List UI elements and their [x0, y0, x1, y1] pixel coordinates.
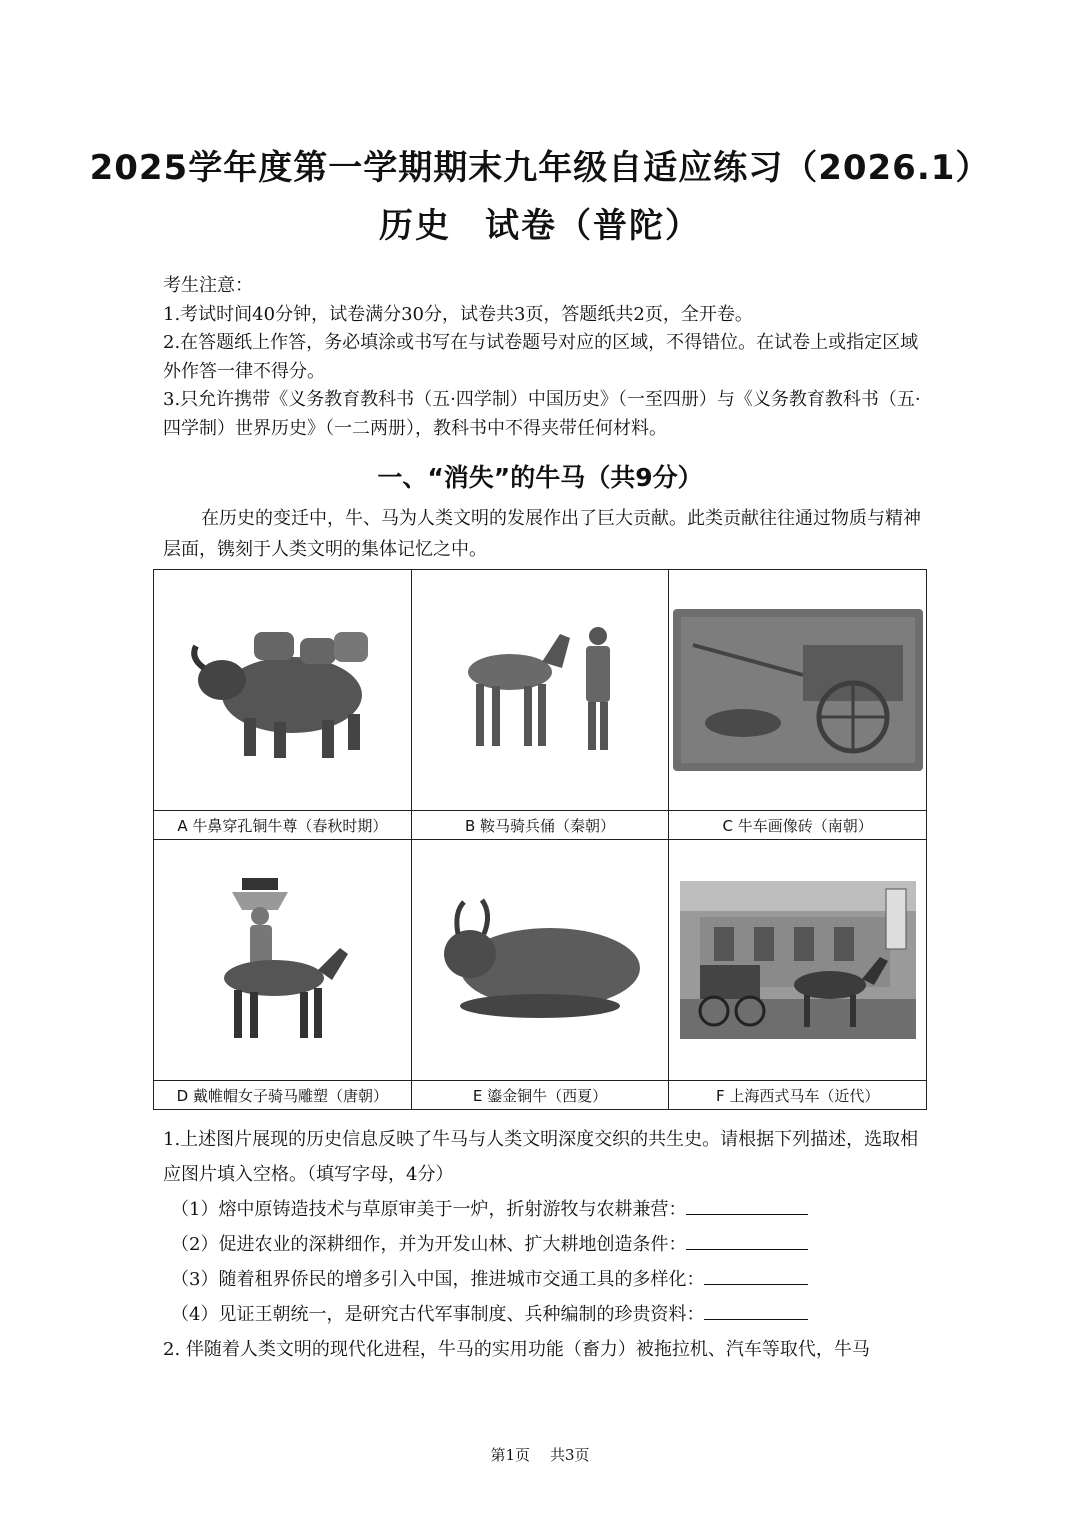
answer-blank[interactable] [704, 1264, 808, 1285]
question-1-item [163, 1227, 923, 1262]
figure-grid [153, 569, 927, 1110]
exam-title: 2025学年度第一学期期末九年级自适应练习（2026.1） [89, 148, 991, 188]
question-text: （4）见证王朝统一，是研究古代军事制度、兵种编制的珍贵资料： [171, 1304, 705, 1325]
question-2-stem: 2. 伴随着人类文明的现代化进程，牛马的实用功能（畜力）被拖拉机、汽车等取代，牛马 [163, 1339, 870, 1360]
bronze-ox-zun-icon [182, 610, 382, 770]
page-footer [0, 1444, 1080, 1465]
terracotta-horse-icon [440, 610, 640, 770]
question-text: （1）熔中原铸造技术与草原审美于一炉，折射游牧与农耕兼营： [171, 1199, 687, 1220]
figure-caption: A 牛鼻穿孔铜牛尊（春秋时期） [154, 811, 412, 840]
figure-cell-c [669, 570, 927, 811]
figure-caption: C 牛车画像砖（南朝） [669, 811, 927, 840]
answer-blank[interactable] [686, 1229, 808, 1250]
figure-caption: D 戴帷帽女子骑马雕塑（唐朝） [154, 1081, 412, 1110]
figure-cell-a [154, 570, 412, 811]
answer-blank[interactable] [704, 1299, 808, 1320]
question-text: （2）促进农业的深耕细作，并为开发山林、扩大耕地创造条件： [171, 1234, 687, 1255]
figure-caption: E 鎏金铜牛（西夏） [411, 1081, 669, 1110]
exam-notice [163, 272, 923, 443]
figure-cell-d [154, 840, 412, 1081]
figure-caption: F 上海西式马车（近代） [669, 1081, 927, 1110]
questions [163, 1122, 923, 1367]
ox-cart-brick-icon [673, 605, 923, 775]
question-1-item [163, 1297, 923, 1332]
notice-item: 2.在答题纸上作答，务必填涂或书写在与试卷题号对应的区域，不得错位。在试卷上或指定区域外作答一律不得分。 [163, 332, 919, 382]
section-title: 一、“消失”的牛马（共9分） [377, 463, 703, 492]
rider-on-horse-icon [182, 870, 382, 1050]
notice-item: 3.只允许携带《义务教育教科书（五·四学制）中国历史》（一至四册）与《义务教育教科书（五·四学制）世界历史》（一二两册），教科书中不得夹带任何材料。 [163, 389, 921, 439]
question-text: （3）随着租界侨民的增多引入中国，推进城市交通工具的多样化： [171, 1269, 705, 1290]
figure-cell-b [411, 570, 669, 811]
question-1-stem: 1.上述图片展现的历史信息反映了牛马与人类文明深度交织的共生史。请根据下列描述，选取相应图片填入空格。（填写字母，4分） [163, 1129, 919, 1185]
answer-blank[interactable] [686, 1194, 808, 1215]
page-number: 第1页 [490, 1446, 530, 1464]
gilt-bronze-ox-icon [430, 890, 650, 1030]
western-carriage-icon [680, 881, 916, 1039]
figure-cell-e [411, 840, 669, 1081]
paper-label: 试卷（普陀） [485, 206, 701, 246]
notice-heading: 考生注意： [163, 275, 253, 296]
exam-subtitle [0, 198, 1080, 247]
figure-caption: B 鞍马骑兵俑（秦朝） [411, 811, 669, 840]
section-intro: 在历史的变迁中，牛、马为人类文明的发展作出了巨大贡献。此类贡献往往通过物质与精神层面，镌刻于人类文明的集体记忆之中。 [163, 508, 921, 560]
notice-item: 1.考试时间40分钟，试卷满分30分，试卷共3页，答题纸共2页，全开卷。 [163, 303, 753, 325]
subject-label: 历史 [379, 206, 451, 246]
question-1-item [163, 1262, 923, 1297]
question-1-item [163, 1192, 923, 1227]
figure-cell-f [669, 840, 927, 1081]
page-total: 共3页 [550, 1446, 590, 1464]
